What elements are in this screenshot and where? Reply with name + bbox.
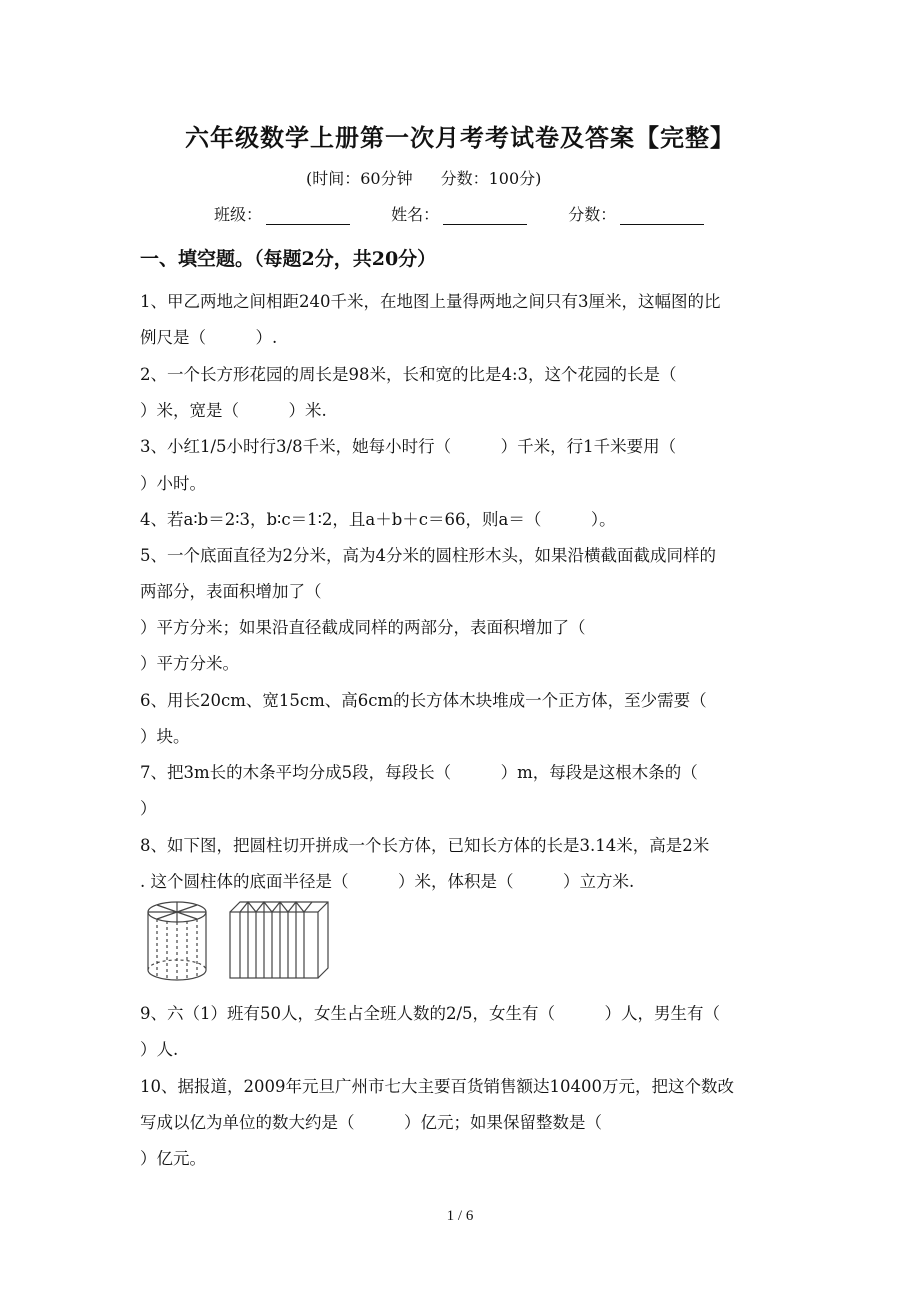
score-text: 分数：100分) — [440, 169, 542, 188]
question-line: 10、据报道，2009年元旦广州市七大主要百货销售额达10400万元，把这个数改 — [140, 1077, 734, 1096]
exam-meta — [306, 166, 569, 189]
question-line: 4、若a∶b＝2∶3，b∶c＝1∶2，且a＋b＋c＝66，则a＝（ ）。 — [140, 510, 616, 529]
question-line: 两部分，表面积增加了（ — [140, 582, 322, 601]
question-line: 例尺是（ ）. — [140, 328, 278, 347]
question-line: ）小时。 — [140, 474, 206, 493]
time-text: (时间：60分钟 — [306, 169, 413, 188]
question-line: 6、用长20cm、宽15cm、高6cm的长方体木块堆成一个正方体，至少需要（ — [140, 691, 707, 710]
question-line: ）米，宽是（ ）米. — [140, 401, 327, 420]
question-line: ）平方分米。 — [140, 654, 239, 673]
question-line: 7、把3m长的木条平均分成5段，每段长（ ）m，每段是这根木条的（ — [140, 763, 698, 782]
question-line: 8、如下图，把圆柱切开拼成一个长方体，已知长方体的长是3.14米，高是2米 — [140, 836, 710, 855]
question-line: 2、一个长方形花园的周长是98米，长和宽的比是4:3，这个花园的长是（ — [140, 365, 677, 384]
question-line: ）人. — [140, 1040, 179, 1059]
question-line: 写成以亿为单位的数大约是（ ）亿元；如果保留整数是（ — [140, 1113, 602, 1132]
name-blank[interactable] — [443, 208, 527, 225]
page-number: 1 / 6 — [446, 1208, 474, 1224]
question-line: ） — [140, 799, 157, 818]
question-line: 5、一个底面直径为2分米，高为4分米的圆柱形木头，如果沿横截面截成同样的 — [140, 546, 716, 565]
student-info-line — [214, 202, 740, 225]
name-label: 姓名： — [391, 205, 440, 224]
question-line: 3、小红1/5小时行3/8千米，她每小时行（ ）千米，行1千米要用（ — [140, 437, 677, 456]
section-heading: 一、填空题。（每题2分，共20分） — [140, 248, 437, 270]
score-field[interactable] — [568, 202, 704, 225]
name-field[interactable] — [391, 202, 527, 225]
cylinder-cuboid-figure — [140, 898, 340, 984]
class-blank[interactable] — [266, 208, 350, 225]
question-line: ）块。 — [140, 727, 190, 746]
question-line: ）亿元。 — [140, 1149, 206, 1168]
question-line: 9、六（1）班有50人，女生占全班人数的2/5，女生有（ ）人，男生有（ — [140, 1004, 721, 1023]
cuboid-icon — [230, 902, 328, 978]
score-blank[interactable] — [620, 208, 704, 225]
question-line: ）平方分米；如果沿直径截成同样的两部分，表面积增加了（ — [140, 618, 586, 637]
question-line: 1、甲乙两地之间相距240千米，在地图上量得两地之间只有3厘米，这幅图的比 — [140, 292, 721, 311]
class-field[interactable] — [214, 202, 350, 225]
page-title: 六年级数学上册第一次月考考试卷及答案【完整】 — [185, 123, 735, 152]
class-label: 班级： — [214, 205, 263, 224]
cylinder-icon — [148, 902, 206, 980]
question-line: . 这个圆柱体的底面半径是（ ）米，体积是（ ）立方米. — [140, 872, 635, 891]
score-label: 分数： — [568, 205, 617, 224]
